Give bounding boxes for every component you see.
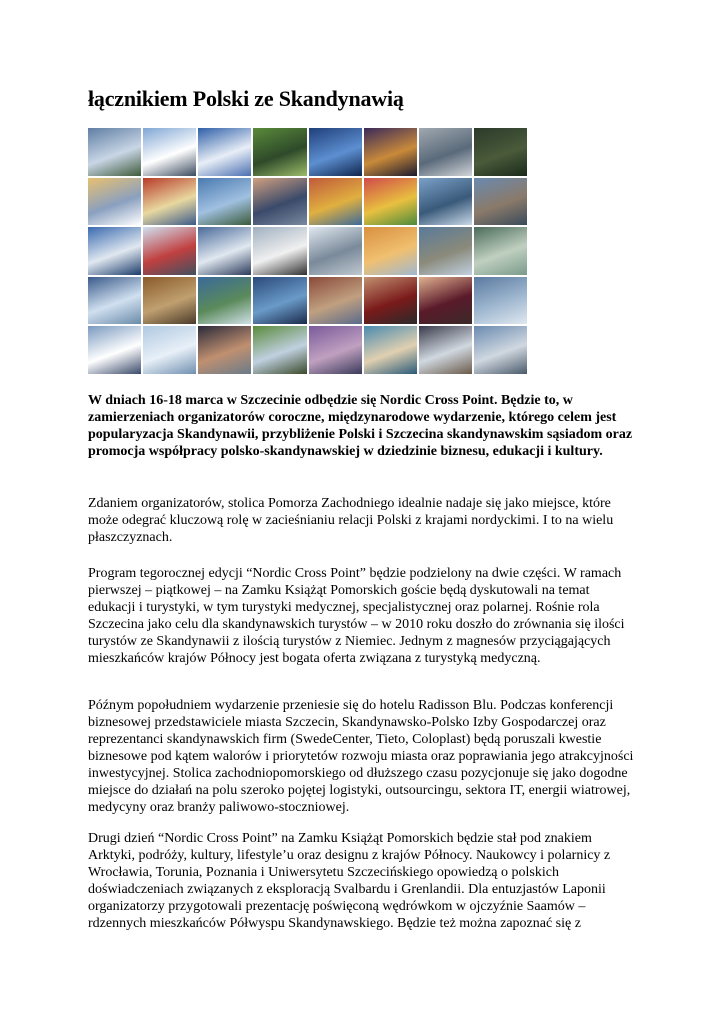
tile-green-valley (253, 128, 306, 176)
tile-desert-dunes (364, 227, 417, 275)
tile-purple-hills (309, 326, 362, 374)
tile-tram (143, 227, 196, 275)
body-paragraph-1: Zdaniem organizatorów, stolica Pomorza Zachodniego idealnie nadaje się jako miejsce, które może odegrać kluczową rolę w zacieśnianiu relacji Polski z krajami nordyckimi. I to na wielu płaszczyznach. (88, 496, 614, 545)
tile-winter-sun (88, 178, 141, 226)
tile-smiling-people (253, 178, 306, 226)
tile-old-town (309, 277, 362, 325)
tile-lake-reflection (419, 178, 472, 226)
tile-arctic-sea (474, 277, 527, 325)
tile-colourful-street (309, 178, 362, 226)
tile-dark-forest (474, 128, 527, 176)
tile-harbour-ship (88, 277, 141, 325)
tile-aerial-islands (198, 277, 251, 325)
tile-tulips (364, 178, 417, 226)
tile-wedding-couple (253, 227, 306, 275)
body-paragraph-4: Drugi dzień “Nordic Cross Point” na Zamku Książąt Pomorskich będzie stał pod znakiem Arktyki, podróży, kultury, lifestyle’u oraz designu z krajów Północy. Naukowcy i polarnicy z Wrocławia, Torunia, Poznania i Uniwersytetu Szczecińskiego opowiedzą o polskich doświadczeniach związanych z eksploracją Svalbardu i Grenlandii. Dla entuzjastów Laponii organizatorzy przygotowali prezentację poświęconą wędrówkom w ojczyźnie Saamów – rdzennych mieszkańców Półwyspu Skandynawskiego. Będzie też można zapoznać się z (88, 831, 611, 931)
tile-blue-building (88, 227, 141, 275)
lead-paragraph: W dniach 16-18 marca w Szczecinie odbędzie się Nordic Cross Point. Będzie to, w zamierzeniach organizatorów coroczne, międzynarodowe wydarzenie, którego celem jest popularyzacja Skandynawii, przybliżenie Polski i Szczecina skandynawskim sąsiadom oraz promocja współpracy polsko-skandynawskiej w dziedzinie biznesu, edukacji i kultury. (88, 393, 633, 459)
tile-tall-ship (143, 128, 196, 176)
tile-mountain-lake (88, 128, 141, 176)
tile-cloudy-sky (198, 128, 251, 176)
tile-night-city (364, 128, 417, 176)
tile-snowy-road (309, 227, 362, 275)
tile-snowy-peaks (88, 326, 141, 374)
tile-harbour-boats (419, 128, 472, 176)
photo-collage (88, 128, 527, 374)
tile-wooden-gate (143, 277, 196, 325)
tile-mountain-boat (253, 277, 306, 325)
tile-ice-cave (309, 128, 362, 176)
tile-red-houses (143, 178, 196, 226)
body-paragraph-2: Program tegorocznej edycji “Nordic Cross Point” będzie podzielony na dwie części. W ramach pierwszej – piątkowej – na Zamku Książąt Pomorskich goście będą dyskutowali na temat edukacji i turystyki, w tym turystyki medycznej, specjalistycznej oraz polarnej. Rośnie rola Szczecina jako celu dla skandynawskich turystów – w 2010 roku doszło do zrównania się ilości turystów ze Skandynawii z ilością turystów z Niemiec. Jednym z magnesów przyciągających mieszkańców krajów Północy jest bogata oferta związana z turystyką medyczną. (88, 566, 625, 666)
tile-seal-on-ice (143, 326, 196, 374)
tile-sea-cliffs (474, 178, 527, 226)
tile-cruise-ship (419, 326, 472, 374)
page-title: łącznikiem Polski ze Skandynawią (88, 86, 404, 111)
tile-lighthouse (474, 227, 527, 275)
tile-grass-roof (253, 326, 306, 374)
tile-rocky-shore (419, 227, 472, 275)
tile-two-women-right (419, 277, 472, 325)
tile-two-women (364, 277, 417, 325)
tile-cloud-mountain (474, 326, 527, 374)
body-paragraph-3: Późnym popołudniem wydarzenie przeniesie się do hotelu Radisson Blu. Podczas konferencji biznesowej przedstawiciele miasta Szczecin, Skandynawsko-Polsko Izby Gospodarczej oraz reprezentanci skandynawskich firm (SwedeCenter, Tieto, Coloplast) będą poruszali kwestie biznesowe pod kątem walorów i priorytetów rozwoju miasta oraz poprawiania jego atrakcyjności inwestycyjnej. Stolica zachodniopomorskiego od dłuższego czasu pozycjonuje się jako dogodne miejsce do działań na polu szeroko pojętej logistyki, outsourcingu, sektora IT, energii wiatrowej, medycyny oraz branży paliwowo-stoczniowej. (88, 698, 634, 815)
tile-fjord (198, 178, 251, 226)
tile-island-village (364, 326, 417, 374)
tile-glacier (198, 227, 251, 275)
tile-guard-and-woman (198, 326, 251, 374)
